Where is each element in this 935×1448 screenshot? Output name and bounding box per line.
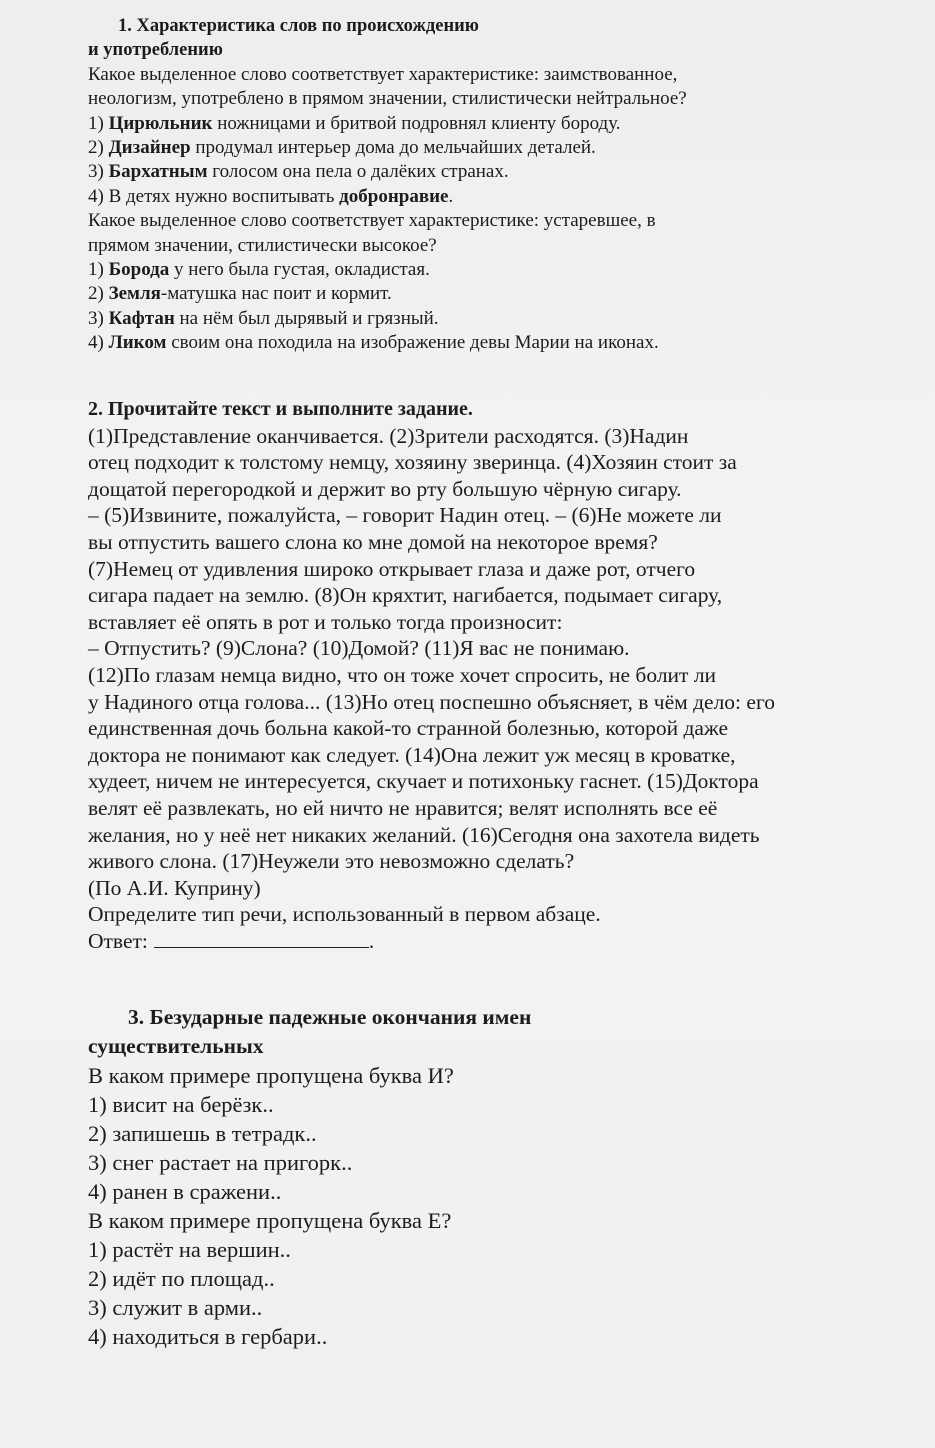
text-line: (7)Немец от удивления широко открывает глаза и даже рот, отчего [88, 556, 696, 581]
text-line: велят её развлекать, но ей ничто не нравится; велят исполнять все её [88, 795, 718, 820]
section-noun-endings [88, 1003, 888, 1351]
text-line: – Отпустить? (9)Слона? (10)Домой? (11)Я вас не понимаю. [88, 636, 630, 661]
section3-title-line1: 3. Безударные падежные окончания имен [128, 1005, 532, 1029]
text-line: доктора не понимают как следует. (14)Она лежит уж месяц в кроватке, [88, 742, 736, 767]
answer-label: Ответ: [88, 928, 148, 953]
text-line: дощатой перегородкой и держит во рту большую чёрную сигару. [88, 476, 682, 501]
answer-line: Ответ: . [88, 928, 375, 953]
text-line: – (5)Извините, пожалуйста, – говорит Надин отец. – (6)Не можете ли [88, 503, 722, 528]
question-letter-i: В каком примере пропущена буква И? [88, 1063, 454, 1088]
text-line: желания, но у неё нет никаких желаний. (16)Сегодня она захотела видеть [88, 822, 760, 847]
text-line: сигара падает на землю. (8)Он кряхтит, нагибается, подымает сигару, [88, 583, 723, 608]
q3b-option-4: 4) находиться в гербари.. [88, 1324, 328, 1349]
section1-title-line2: и употреблению [88, 40, 223, 61]
text-line: у Надиного отца голова... (13)Но отец поспешно объясняет, в чём дело: его [88, 689, 775, 714]
q2-option-4: 4) Ликом своим она походила на изображение девы Марии на иконах. [88, 332, 659, 354]
text-line: вставляет её опять в рот и только тогда произносит: [88, 609, 563, 634]
q2-option-3: 3) Кафтан на нём был дырявый и грязный. [88, 307, 439, 329]
q1-option-2: 2) Дизайнер продумал интерьер дома до мельчайших деталей. [88, 137, 596, 159]
q3a-option-4: 4) ранен в сражени.. [88, 1179, 282, 1204]
task-instruction: Определите тип речи, использованный в первом абзаце. [88, 902, 601, 927]
question1-line2: неологизм, употреблено в прямом значении, стилистически нейтральное? [88, 88, 687, 110]
text-line: вы отпустить вашего слона ко мне домой на некоторое время? [88, 529, 658, 554]
q3a-option-3: 3) снег растает на пригорк.. [88, 1150, 353, 1175]
section2-title: 2. Прочитайте текст и выполните задание. [88, 398, 473, 420]
text-line: живого слона. (17)Неужели это невозможно сделать? [88, 849, 575, 874]
section-reading-task [88, 396, 888, 954]
question-letter-e: В каком примере пропущена буква Е? [88, 1208, 452, 1233]
q3b-option-1: 1) растёт на вершин.. [88, 1237, 291, 1262]
answer-blank[interactable] [154, 929, 369, 948]
question2-line1: Какое выделенное слово соответствует характеристике: устаревшее, в [88, 210, 656, 232]
text-line: (1)Представление оканчивается. (2)Зрители расходятся. (3)Надин [88, 423, 689, 448]
q3a-option-1: 1) висит на берёзк.. [88, 1092, 274, 1117]
text-source: (По А.И. Куприну) [88, 875, 261, 900]
text-line: единственная дочь больна какой-то странной болезнью, которой даже [88, 716, 729, 741]
question2-line2: прямом значении, стилистически высокое? [88, 234, 437, 256]
question1-line1: Какое выделенное слово соответствует характеристике: заимствованное, [88, 63, 678, 85]
q2-option-2: 2) Земля-матушка нас поит и кормит. [88, 283, 392, 305]
q3a-option-2: 2) запишешь в тетрадк.. [88, 1121, 317, 1146]
text-line: худеет, ничем не интересуется, скучает и потихоньку гаснет. (15)Доктора [88, 769, 759, 794]
q2-option-1: 1) Борода у него была густая, окладистая. [88, 259, 430, 281]
q3b-option-3: 3) служит в арми.. [88, 1295, 263, 1320]
q1-option-1: 1) Цирюльник ножницами и бритвой подровнял клиенту бороду. [88, 112, 621, 134]
q1-option-4: 4) В детях нужно воспитывать добронравие. [88, 185, 454, 207]
q3b-option-2: 2) идёт по площад.. [88, 1266, 275, 1291]
section-word-origin [88, 14, 888, 356]
text-line: отец подходит к толстому немцу, хозяину зверинца. (4)Хозяин стоит за [88, 450, 737, 475]
section1-title-line1: 1. Характеристика слов по происхождению [118, 16, 479, 36]
q1-option-3: 3) Бархатным голосом она пела о далёких странах. [88, 161, 509, 183]
text-line: (12)По глазам немца видно, что он тоже хочет спросить, не болит ли [88, 662, 717, 687]
section3-title-line2: существительных [88, 1034, 264, 1058]
